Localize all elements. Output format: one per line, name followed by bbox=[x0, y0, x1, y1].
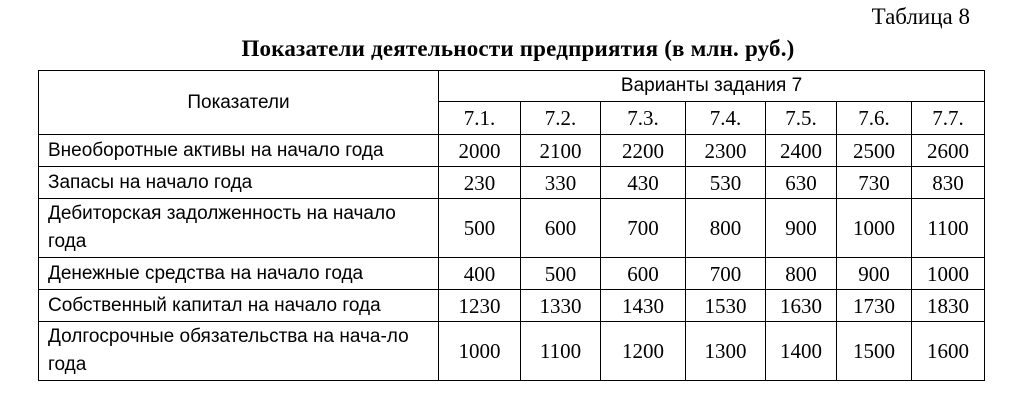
table-cell: 700 bbox=[686, 258, 766, 290]
row-label: Собственный капитал на начало года bbox=[39, 290, 439, 322]
table-cell: 330 bbox=[521, 167, 601, 199]
table-cell: 800 bbox=[686, 199, 766, 258]
table-cell: 1400 bbox=[766, 322, 837, 381]
table-cell: 1830 bbox=[912, 290, 985, 322]
table-cell: 1100 bbox=[912, 199, 985, 258]
table-cell: 1230 bbox=[439, 290, 521, 322]
table-cell: 1430 bbox=[601, 290, 686, 322]
table-number: Таблица 8 bbox=[871, 4, 970, 29]
table-cell: 730 bbox=[837, 167, 912, 199]
table-row bbox=[39, 135, 985, 167]
table-row bbox=[39, 167, 985, 199]
table-cell: 400 bbox=[439, 258, 521, 290]
table-cell: 1300 bbox=[686, 322, 766, 381]
variants-header: Варианты задания 7 bbox=[439, 71, 985, 102]
row-label: Запасы на начало года bbox=[39, 167, 439, 199]
row-label: Долгосрочные обязательства на нача-ло года bbox=[39, 322, 439, 381]
row-label: Внеоборотные активы на начало года bbox=[39, 135, 439, 167]
table-cell: 1600 bbox=[912, 322, 985, 381]
table-cell: 1100 bbox=[521, 322, 601, 381]
variant-header: 7.1. bbox=[439, 102, 521, 135]
table-cell: 2400 bbox=[766, 135, 837, 167]
table-cell: 2500 bbox=[837, 135, 912, 167]
row-label: Денежные средства на начало года bbox=[39, 258, 439, 290]
table-cell: 2300 bbox=[686, 135, 766, 167]
table-row bbox=[39, 199, 985, 258]
table-cell: 600 bbox=[521, 199, 601, 258]
variant-header: 7.4. bbox=[686, 102, 766, 135]
row-label: Дебиторская задолженность на начало года bbox=[39, 199, 439, 258]
table-cell: 530 bbox=[686, 167, 766, 199]
table-cell: 1500 bbox=[837, 322, 912, 381]
table-cell: 1000 bbox=[837, 199, 912, 258]
table-cell: 230 bbox=[439, 167, 521, 199]
table-cell: 1730 bbox=[837, 290, 912, 322]
indicators-table bbox=[38, 70, 985, 381]
table-title: Показатели деятельности предприятия (в млн. руб.) bbox=[241, 36, 795, 61]
table-cell: 830 bbox=[912, 167, 985, 199]
indicators-header: Показатели bbox=[39, 71, 439, 135]
variant-header: 7.6. bbox=[837, 102, 912, 135]
variant-header: 7.2. bbox=[521, 102, 601, 135]
table-cell: 630 bbox=[766, 167, 837, 199]
table-cell: 600 bbox=[601, 258, 686, 290]
variant-header: 7.5. bbox=[766, 102, 837, 135]
table-cell: 1530 bbox=[686, 290, 766, 322]
table-cell: 1630 bbox=[766, 290, 837, 322]
table-cell: 2600 bbox=[912, 135, 985, 167]
table-cell: 1000 bbox=[912, 258, 985, 290]
table-cell: 500 bbox=[439, 199, 521, 258]
table-cell: 1000 bbox=[439, 322, 521, 381]
table-row bbox=[39, 322, 985, 381]
table-cell: 500 bbox=[521, 258, 601, 290]
table-row bbox=[39, 290, 985, 322]
table-cell: 2000 bbox=[439, 135, 521, 167]
variant-header: 7.7. bbox=[912, 102, 985, 135]
table-cell: 900 bbox=[837, 258, 912, 290]
table-cell: 2200 bbox=[601, 135, 686, 167]
table-cell: 1330 bbox=[521, 290, 601, 322]
table-cell: 700 bbox=[601, 199, 686, 258]
table-cell: 1200 bbox=[601, 322, 686, 381]
table-cell: 2100 bbox=[521, 135, 601, 167]
table-row bbox=[39, 258, 985, 290]
table-cell: 800 bbox=[766, 258, 837, 290]
table-cell: 900 bbox=[766, 199, 837, 258]
table-cell: 430 bbox=[601, 167, 686, 199]
variant-header: 7.3. bbox=[601, 102, 686, 135]
